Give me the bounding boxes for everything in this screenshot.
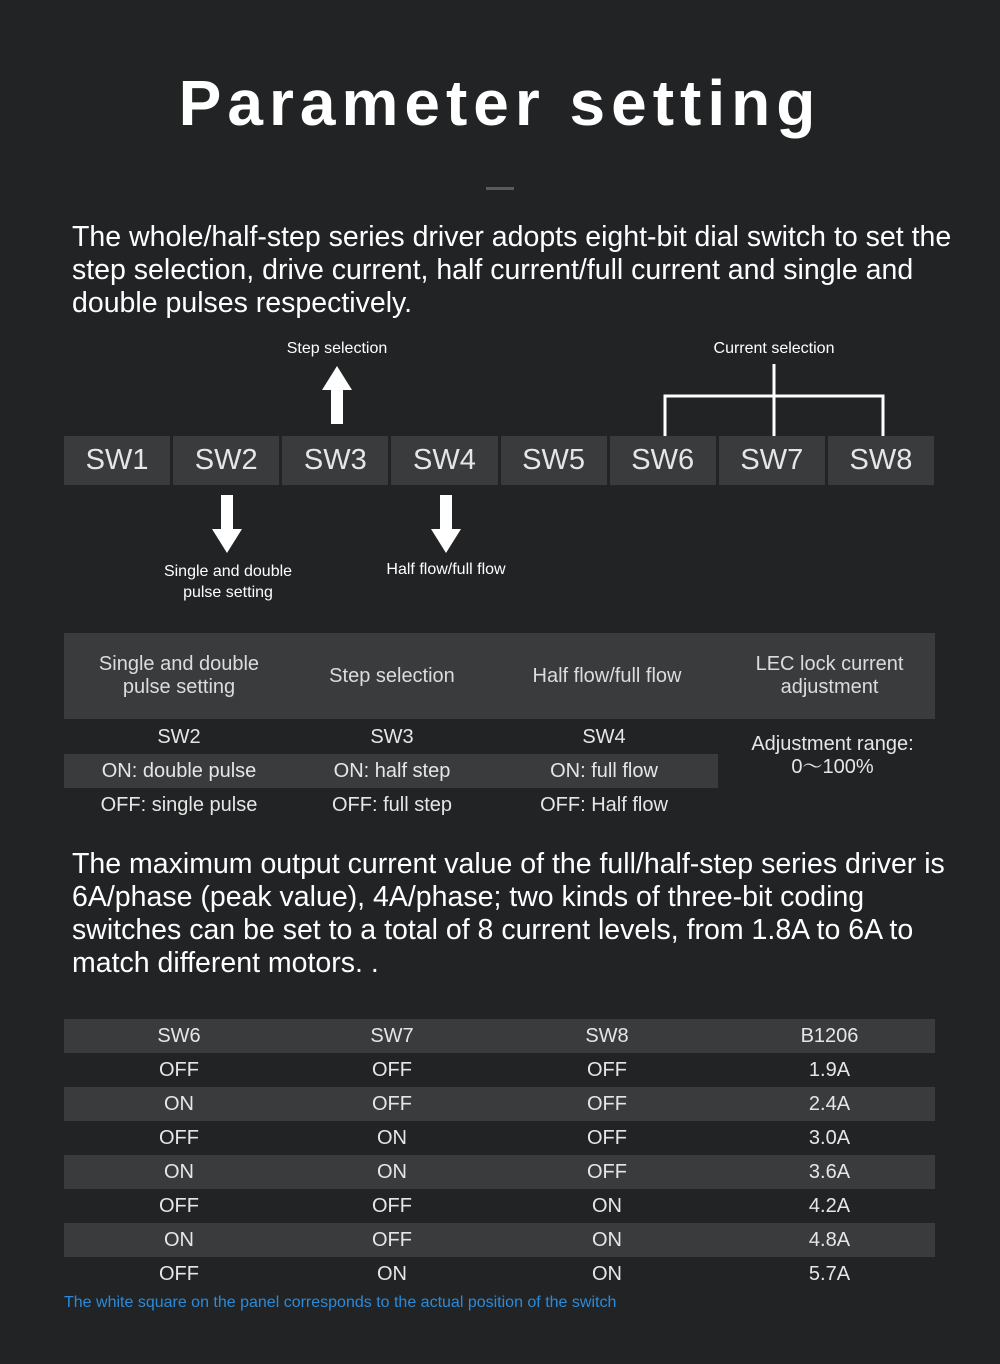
- table-cell: ON: [377, 1262, 407, 1285]
- table-cell: ON: [164, 1160, 194, 1183]
- table-cell: ON: half step: [333, 759, 451, 782]
- table-cell: OFF: full step: [331, 793, 453, 816]
- switch-cell: SW6: [610, 436, 716, 485]
- pulse-setting-label: [148, 561, 308, 603]
- table-cell: OFF: [372, 1228, 412, 1251]
- footnote: The white square on the panel corresponds to the actual position of the switch: [64, 1294, 617, 1311]
- table-row: [64, 1053, 935, 1087]
- table-row: [64, 1121, 935, 1155]
- param-table-header: [64, 633, 935, 719]
- switch-cell: SW4: [391, 436, 497, 485]
- table-cell: OFF: [587, 1160, 627, 1183]
- table-cell: ON: [377, 1126, 407, 1149]
- half-flow-label: Half flow/full flow: [386, 561, 506, 578]
- table-row: [64, 788, 718, 822]
- table-cell: ON: double pulse: [101, 759, 257, 782]
- table-cell: OFF: [372, 1058, 412, 1081]
- table-cell: ON: [164, 1092, 194, 1115]
- table-row: [64, 1223, 935, 1257]
- switch-cell: SW2: [173, 436, 279, 485]
- pulse-label-line1: Single and double: [163, 563, 293, 580]
- table-cell: 1.9A: [808, 1058, 851, 1081]
- switch-row: [64, 436, 934, 485]
- table-cell: 4.8A: [808, 1228, 851, 1251]
- up-arrow-icon: [322, 366, 352, 431]
- page-title: Parameter setting: [178, 67, 822, 139]
- current-table: [64, 1019, 935, 1291]
- intro-text: The whole/half-step series driver adopts eight-bit dial switch to set the step selection, drive current, half current/full current and single and double pulses respectively.: [72, 221, 952, 319]
- title-divider: [486, 187, 514, 190]
- param-table: [64, 720, 718, 822]
- adjustment-line2: 0～100%: [791, 756, 874, 778]
- table-row: [64, 1155, 935, 1189]
- switch-cell: SW1: [64, 436, 170, 485]
- table-cell: OFF: single pulse: [100, 793, 258, 816]
- header-cell: SW7: [370, 1024, 414, 1047]
- switch-cell: SW8: [828, 436, 934, 485]
- table-cell: OFF: [159, 1194, 199, 1217]
- down-arrow-icon: [212, 495, 242, 560]
- table-cell: OFF: [372, 1194, 412, 1217]
- table-cell: 3.0A: [808, 1126, 851, 1149]
- table-cell: ON: [592, 1194, 622, 1217]
- table-row: [64, 754, 718, 788]
- table-cell: ON: [592, 1262, 622, 1285]
- table-cell: OFF: [372, 1092, 412, 1115]
- table-cell: OFF: [587, 1092, 627, 1115]
- table-cell: OFF: [159, 1126, 199, 1149]
- table-cell: OFF: [159, 1262, 199, 1285]
- switch-cell: SW3: [282, 436, 388, 485]
- down-arrow-icon: [431, 495, 461, 560]
- table-row: [64, 720, 718, 754]
- table-row: [64, 1189, 935, 1223]
- table-cell: ON: full flow: [550, 759, 658, 782]
- current-selection-label: Current selection: [713, 340, 835, 357]
- header-lec: LEC lock current adjustment: [755, 653, 904, 698]
- header-flow: Half flow/full flow: [532, 664, 682, 687]
- bracket-icon: [663, 364, 887, 443]
- table-header-row: [64, 1019, 935, 1053]
- table-cell: SW2: [157, 725, 201, 748]
- table-cell: OFF: [587, 1126, 627, 1149]
- current-description: The maximum output current value of the full/half-step series driver is 6A/phase (peak value), 4A/phase; two kinds of three-bit coding switches can be set to a total of 8 current levels, from 1.8A to 6A to match different motors. .: [72, 848, 945, 979]
- table-cell: ON: [592, 1228, 622, 1251]
- pulse-label-line2: pulse setting: [183, 584, 273, 601]
- table-cell: ON: [377, 1160, 407, 1183]
- table-cell: OFF: [159, 1058, 199, 1081]
- table-cell: 4.2A: [808, 1194, 851, 1217]
- header-cell: SW8: [585, 1024, 629, 1047]
- header-cell: SW6: [157, 1024, 201, 1047]
- table-cell: SW4: [582, 725, 626, 748]
- switch-cell: SW7: [719, 436, 825, 485]
- adjustment-range: [730, 733, 935, 779]
- switch-cell: SW5: [501, 436, 607, 485]
- table-cell: SW3: [370, 725, 414, 748]
- header-pulse: Single and double pulse setting: [98, 653, 260, 698]
- table-row: [64, 1087, 935, 1121]
- header-step: Step selection: [329, 664, 455, 687]
- table-cell: 3.6A: [808, 1160, 851, 1183]
- table-cell: 5.7A: [808, 1262, 851, 1285]
- table-cell: 2.4A: [808, 1092, 851, 1115]
- header-cell: B1206: [800, 1024, 859, 1047]
- table-cell: OFF: Half flow: [540, 793, 668, 816]
- table-cell: OFF: [587, 1058, 627, 1081]
- adjustment-line1: Adjustment range:: [751, 733, 914, 755]
- table-cell: ON: [164, 1228, 194, 1251]
- step-selection-label: Step selection: [286, 340, 388, 357]
- table-row: [64, 1257, 935, 1291]
